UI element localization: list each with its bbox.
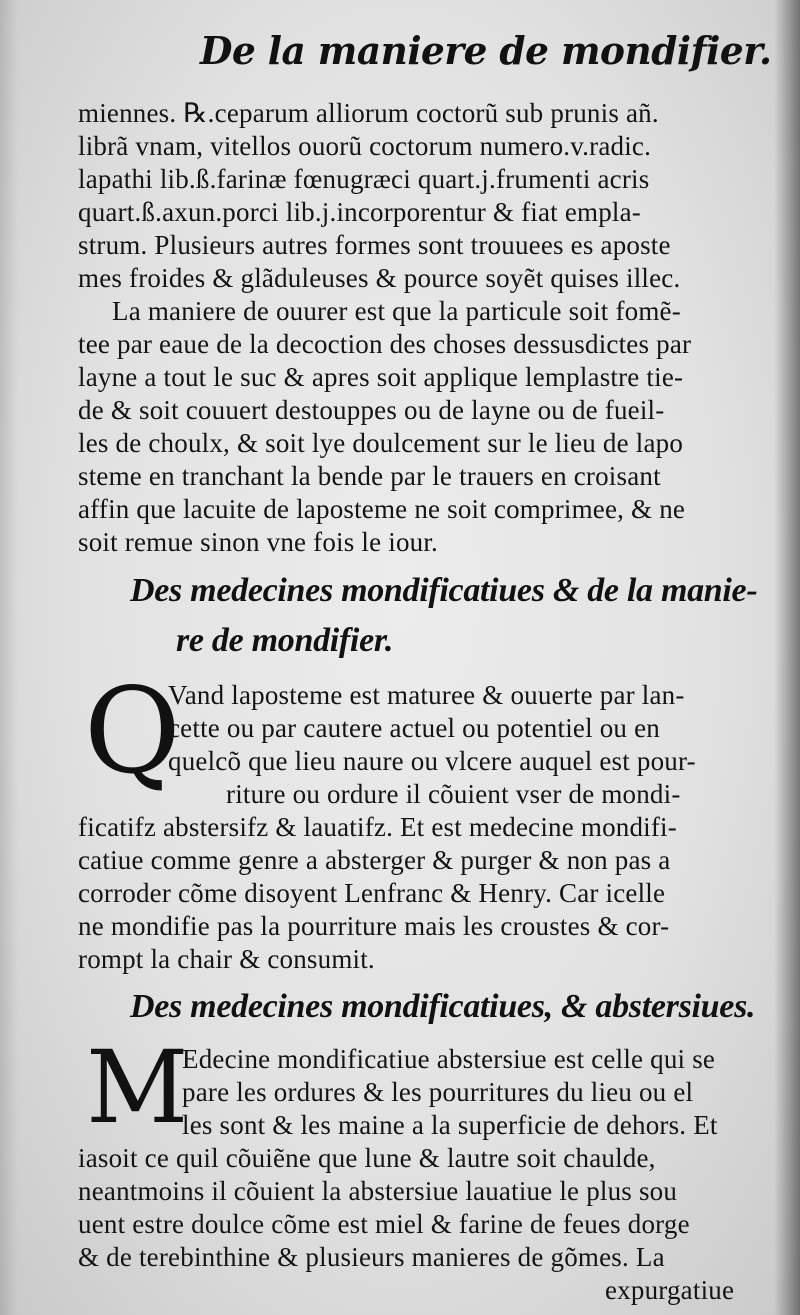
section-heading: Des medecines mondificatiues, & abstersiues.: [130, 988, 756, 1025]
page-header: De la maniere de mondifier.: [200, 28, 772, 73]
text-line: steme en tranchant la bende par le trauers en croisant: [78, 461, 661, 491]
text-line: les de choulx, & soit lye doulcement sur le lieu de lapo: [78, 428, 684, 458]
catchword: expurgatiue: [605, 1275, 735, 1305]
section-heading-continued: re de mondifier.: [176, 622, 394, 659]
text-line: ne mondifie pas la pourriture mais les croustes & cor-: [78, 911, 670, 941]
text-line: Vand laposteme est maturee & ouuerte par lan-: [168, 680, 685, 710]
text-line: uent estre doulce cõme est miel & farine de feues dorge: [78, 1209, 690, 1239]
text-line: de & soit couuert destouppes ou de layne ou de fueil-: [78, 395, 665, 425]
text-line: tee par eaue de la decoction des choses dessusdictes par: [78, 329, 692, 359]
text-line: affin que lacuite de laposteme ne soit comprimee, & ne: [78, 494, 686, 524]
page-gutter-shadow: [774, 0, 800, 1315]
text-line: les sont & les maine a la superficie de dehors. Et: [182, 1110, 718, 1140]
text-line: catiue comme genre a absterger & purger & non pas a: [78, 845, 671, 875]
drop-cap-q: Q: [84, 662, 181, 800]
text-line: corroder cõme disoyent Lenfranc & Henry. Car icelle: [78, 878, 666, 908]
text-line: quelcõ que lieu naure ou vlcere auquel est pour-: [168, 746, 696, 776]
section-heading: Des medecines mondificatiues & de la manie-: [130, 572, 758, 609]
text-line: La maniere de ouurer est que la particule soit fomẽ-: [112, 296, 681, 326]
text-line: strum. Plusieurs autres formes sont trouuees es aposte: [78, 230, 671, 260]
text-line: soit remue sinon vne fois le iour.: [78, 527, 439, 557]
text-line: & de terebinthine & plusieurs manieres de gõmes. La: [78, 1242, 665, 1272]
page-left-shadow: [0, 0, 18, 1315]
text-line: layne a tout le suc & apres soit applique lemplastre tie-: [78, 362, 684, 392]
text-line: riture ou ordure il cõuient vser de mondi-: [226, 779, 681, 809]
text-line: mes froides & glãduleuses & pource soyẽt quises illec.: [78, 263, 681, 293]
text-line: ficatifz abstersifz & lauatifz. Et est medecine mondifi-: [78, 812, 677, 842]
text-line: Edecine mondificatiue abstersiue est celle qui se: [182, 1044, 716, 1074]
text-line: rompt la chair & consumit.: [78, 944, 375, 974]
drop-cap-m: M: [86, 1029, 189, 1146]
text-line: neantmoins il cõuient la abstersiue lauatiue le plus sou: [78, 1176, 678, 1206]
text-line: librã vnam, vitellos ouorũ coctorum numero.v.radic.: [78, 131, 652, 161]
text-line: quart.ß.axun.porci lib.j.incorporentur & fiat empla-: [78, 197, 641, 227]
text-line: lapathi lib.ß.farinæ fœnugræci quart.j.frumenti acris: [78, 164, 650, 194]
text-line: iasoit ce quil cõuiẽne que lune & lautre soit chaulde,: [78, 1143, 656, 1173]
text-line: cette ou par cautere actuel ou potentiel ou en: [168, 713, 660, 743]
text-line: miennes. ℞.ceparum alliorum coctorũ sub prunis añ.: [78, 98, 659, 128]
text-line: pare les ordures & les pourritures du lieu ou el: [182, 1077, 694, 1107]
